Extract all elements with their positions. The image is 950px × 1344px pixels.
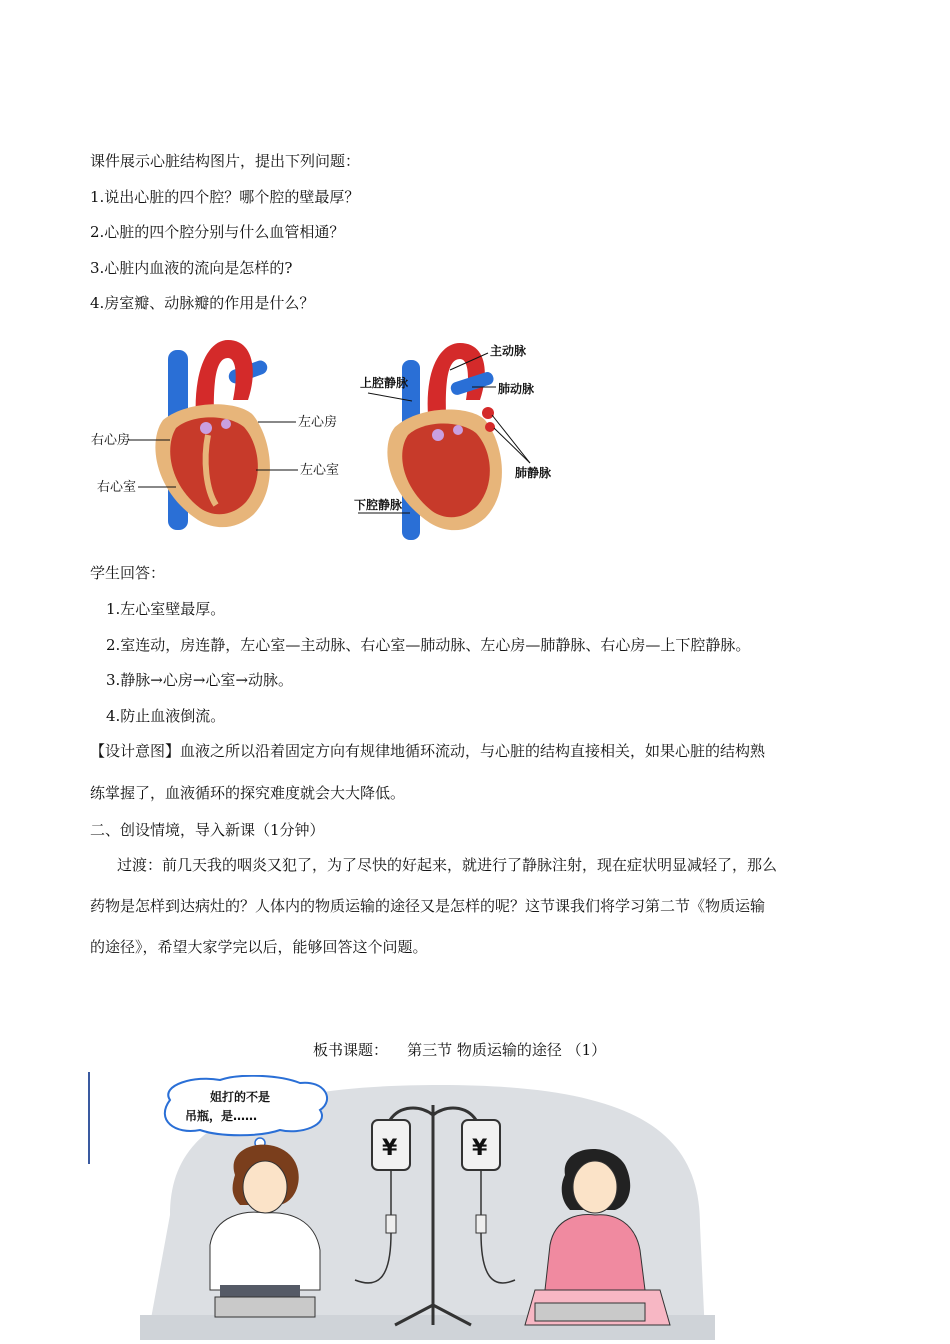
question-2: 2.心脏的四个腔分别与什么血管相通？	[90, 223, 345, 241]
paragraph-line-2: 药物是怎样到达病灶的？人体内的物质运输的途径又是怎样的呢？这节课我们将学习第二节《物质运输	[90, 897, 766, 915]
design-intent-line2: 练掌握了，血液循环的探究难度就会大大降低。	[90, 784, 406, 802]
design-intent-tag: 【设计意图】	[90, 742, 181, 760]
bubble-text-2: 吊瓶，是……	[185, 1109, 258, 1123]
heart-diagram-chambers	[88, 330, 363, 535]
label-pulmonary-vein: 肺静脉	[515, 466, 552, 480]
label-inferior-vena-cava: 下腔静脉	[354, 498, 403, 512]
bubble-text-1: 姐打的不是	[210, 1090, 271, 1104]
answer-heading: 学生回答：	[90, 564, 166, 582]
label-superior-vena-cava: 上腔静脉	[360, 376, 409, 390]
board-title	[313, 1040, 606, 1060]
question-1: 1.说出心脏的四个腔？哪个腔的壁最厚？	[90, 188, 360, 206]
intro-text: 课件展示心脏结构图片，提出下列问题：	[90, 152, 361, 170]
label-right-ventricle: 右心室	[97, 480, 137, 495]
iv-drip-cartoon	[140, 1075, 715, 1340]
label-left-ventricle: 左心室	[300, 463, 340, 478]
answer-3: 3.静脉→心房→心室→动脉。	[106, 671, 294, 689]
margin-bar	[88, 1072, 90, 1164]
board-title-label: 板书课题：	[313, 1041, 389, 1059]
question-3: 3.心脏内血液的流向是怎样的?	[90, 259, 293, 277]
answer-2: 2.室连动，房连静，左心室—主动脉、右心室—肺动脉、左心房—肺静脉、右心房—上下腔静脉。	[106, 636, 751, 654]
label-left-atrium: 左心房	[298, 415, 338, 430]
design-intent-line1	[90, 741, 765, 761]
label-aorta: 主动脉	[490, 344, 527, 358]
bag-symbol-right: ¥	[472, 1136, 488, 1161]
bag-symbol-left: ¥	[382, 1136, 398, 1161]
answer-1: 1.左心室壁最厚。	[106, 600, 226, 618]
label-right-atrium: 右心房	[91, 433, 131, 448]
paragraph-line-3: 的途径》，希望大家学完以后，能够回答这个问题。	[90, 938, 428, 956]
paragraph-line-1: 过渡：前几天我的咽炎又犯了，为了尽快的好起来，就进行了静脉注射，现在症状明显减轻了，那么	[117, 856, 778, 874]
design-intent-text1: 血液之所以沿着固定方向有规律地循环流动，与心脏的结构直接相关，如果心脏的结构熟	[180, 742, 766, 760]
label-pulmonary-artery: 肺动脉	[498, 382, 535, 396]
board-title-text: 第三节 物质运输的途径 （1）	[407, 1041, 607, 1059]
answer-4: 4.防止血液倒流。	[106, 707, 226, 725]
heart-diagram-vessels	[350, 335, 570, 540]
question-4: 4.房室瓣、动脉瓣的作用是什么？	[90, 294, 315, 312]
section-heading: 二、创设情境，导入新课（1分钟）	[90, 821, 325, 839]
